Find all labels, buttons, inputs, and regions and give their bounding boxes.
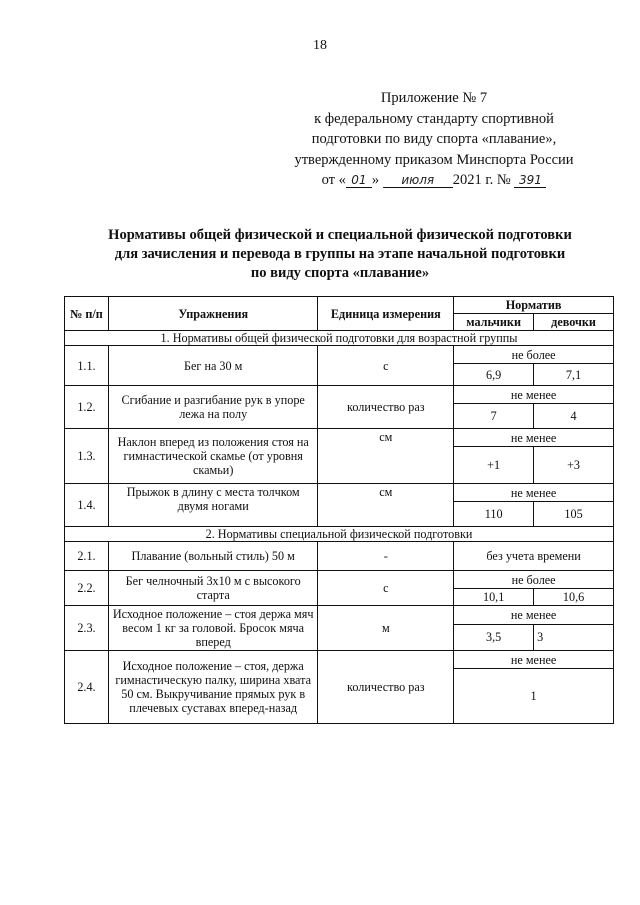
date-year: 2021 г. №: [452, 172, 511, 188]
row-unit: м: [318, 606, 454, 651]
row-condition: не менее: [454, 484, 614, 502]
row-condition: не более: [454, 571, 614, 589]
row-value: без учета времени: [454, 542, 614, 571]
title-line-2: для зачисления и перевода в группы на этапе начальной подготовки: [114, 246, 566, 262]
header-boys: мальчики: [454, 314, 534, 331]
row-exercise: Наклон вперед из положения стоя на гимнастической скамье (от уровня скамьи): [108, 429, 318, 484]
table-row: [65, 429, 614, 447]
row-num: 2.1.: [65, 542, 109, 571]
row-num: 2.3.: [65, 606, 109, 651]
row-unit: с: [318, 346, 454, 386]
header-norm: Норматив: [454, 297, 614, 314]
section-2-title: 2. Нормативы специальной физической подготовки: [65, 527, 614, 542]
row-num: 2.2.: [65, 571, 109, 606]
row-exercise: Плавание (вольный стиль) 50 м: [108, 542, 318, 571]
date-day-suffix: »: [371, 172, 380, 188]
table-row: [65, 346, 614, 364]
row-unit: см: [318, 429, 454, 484]
row-condition: не менее: [454, 429, 614, 447]
appendix-line-3: подготовки по виду спорта «плавание»,: [311, 131, 557, 147]
appendix-header: [284, 88, 584, 191]
appendix-line-2: к федеральному стандарту спортивной: [314, 110, 554, 127]
table-row: [65, 571, 614, 589]
table-row: [65, 651, 614, 669]
row-exercise: Бег челночный 3х10 м с высокого старта: [108, 571, 318, 606]
row-girls-value: +3: [534, 447, 614, 484]
appendix-line-4: утвержденному приказом Минспорта России: [294, 151, 574, 168]
row-condition: не менее: [454, 386, 614, 404]
table-header-row: [65, 297, 614, 314]
table-row: [65, 484, 614, 502]
row-unit: количество раз: [318, 651, 454, 724]
row-girls-value: 10,6: [534, 589, 614, 606]
row-boys-value: 10,1: [454, 589, 534, 606]
row-girls-value: 4: [534, 404, 614, 429]
row-unit: -: [318, 542, 454, 571]
section-1-title: 1. Нормативы общей физической подготовки для возрастной группы: [65, 331, 614, 346]
row-girls-value: 105: [534, 502, 614, 527]
row-exercise: Прыжок в длину с места толчком двумя ногами: [108, 484, 318, 527]
row-num: 1.4.: [65, 484, 109, 527]
header-unit: Единица измерения: [318, 297, 454, 331]
row-condition: не менее: [454, 606, 614, 625]
row-boys-value: 6,9: [454, 364, 534, 386]
handwritten-order-number: 391: [514, 173, 546, 188]
header-exercise: Упражнения: [108, 297, 318, 331]
standards-table: [64, 296, 614, 724]
row-boys-value: 110: [454, 502, 534, 527]
row-num: 1.2.: [65, 386, 109, 429]
row-girls-value: 7,1: [534, 364, 614, 386]
row-exercise: Исходное положение – стоя держа мяч весом 1 кг за головой. Бросок мяча вперед: [108, 606, 318, 651]
appendix-title: Приложение № 7: [380, 90, 488, 106]
section-row-1: [65, 331, 614, 346]
row-exercise: Исходное положение – стоя, держа гимнастическую палку, ширина хвата 50 см. Выкручивание прямых рук в плечевых суставах вперед-назад: [108, 651, 318, 724]
appendix-date-line: [284, 170, 584, 191]
header-num: № п/п: [65, 297, 109, 331]
row-boys-value: 3,5: [454, 624, 534, 650]
row-condition: не более: [454, 346, 614, 364]
table-row: [65, 542, 614, 571]
row-boys-value: +1: [454, 447, 534, 484]
handwritten-month: июля: [383, 173, 453, 188]
handwritten-day: 01: [346, 173, 372, 188]
row-condition: не менее: [454, 651, 614, 669]
row-value: 1: [454, 669, 614, 724]
table-row: [65, 386, 614, 404]
title-line-1: Нормативы общей физической и специальной физической подготовки: [108, 227, 572, 243]
row-boys-value: 7: [454, 404, 534, 429]
page-number: 18: [313, 38, 327, 53]
header-girls: девочки: [534, 314, 614, 331]
section-row-2: [65, 527, 614, 542]
table-row: [65, 606, 614, 625]
document-title: [70, 226, 610, 283]
date-prefix: от «: [321, 172, 346, 188]
row-unit: см: [318, 484, 454, 527]
row-exercise: Бег на 30 м: [108, 346, 318, 386]
row-num: 1.3.: [65, 429, 109, 484]
row-exercise: Сгибание и разгибание рук в упоре лежа на полу: [108, 386, 318, 429]
row-num: 1.1.: [65, 346, 109, 386]
title-line-3: по виду спорта «плавание»: [250, 265, 430, 281]
row-girls-value: 3: [534, 624, 614, 650]
row-num: 2.4.: [65, 651, 109, 724]
row-unit: количество раз: [318, 386, 454, 429]
row-unit: с: [318, 571, 454, 606]
